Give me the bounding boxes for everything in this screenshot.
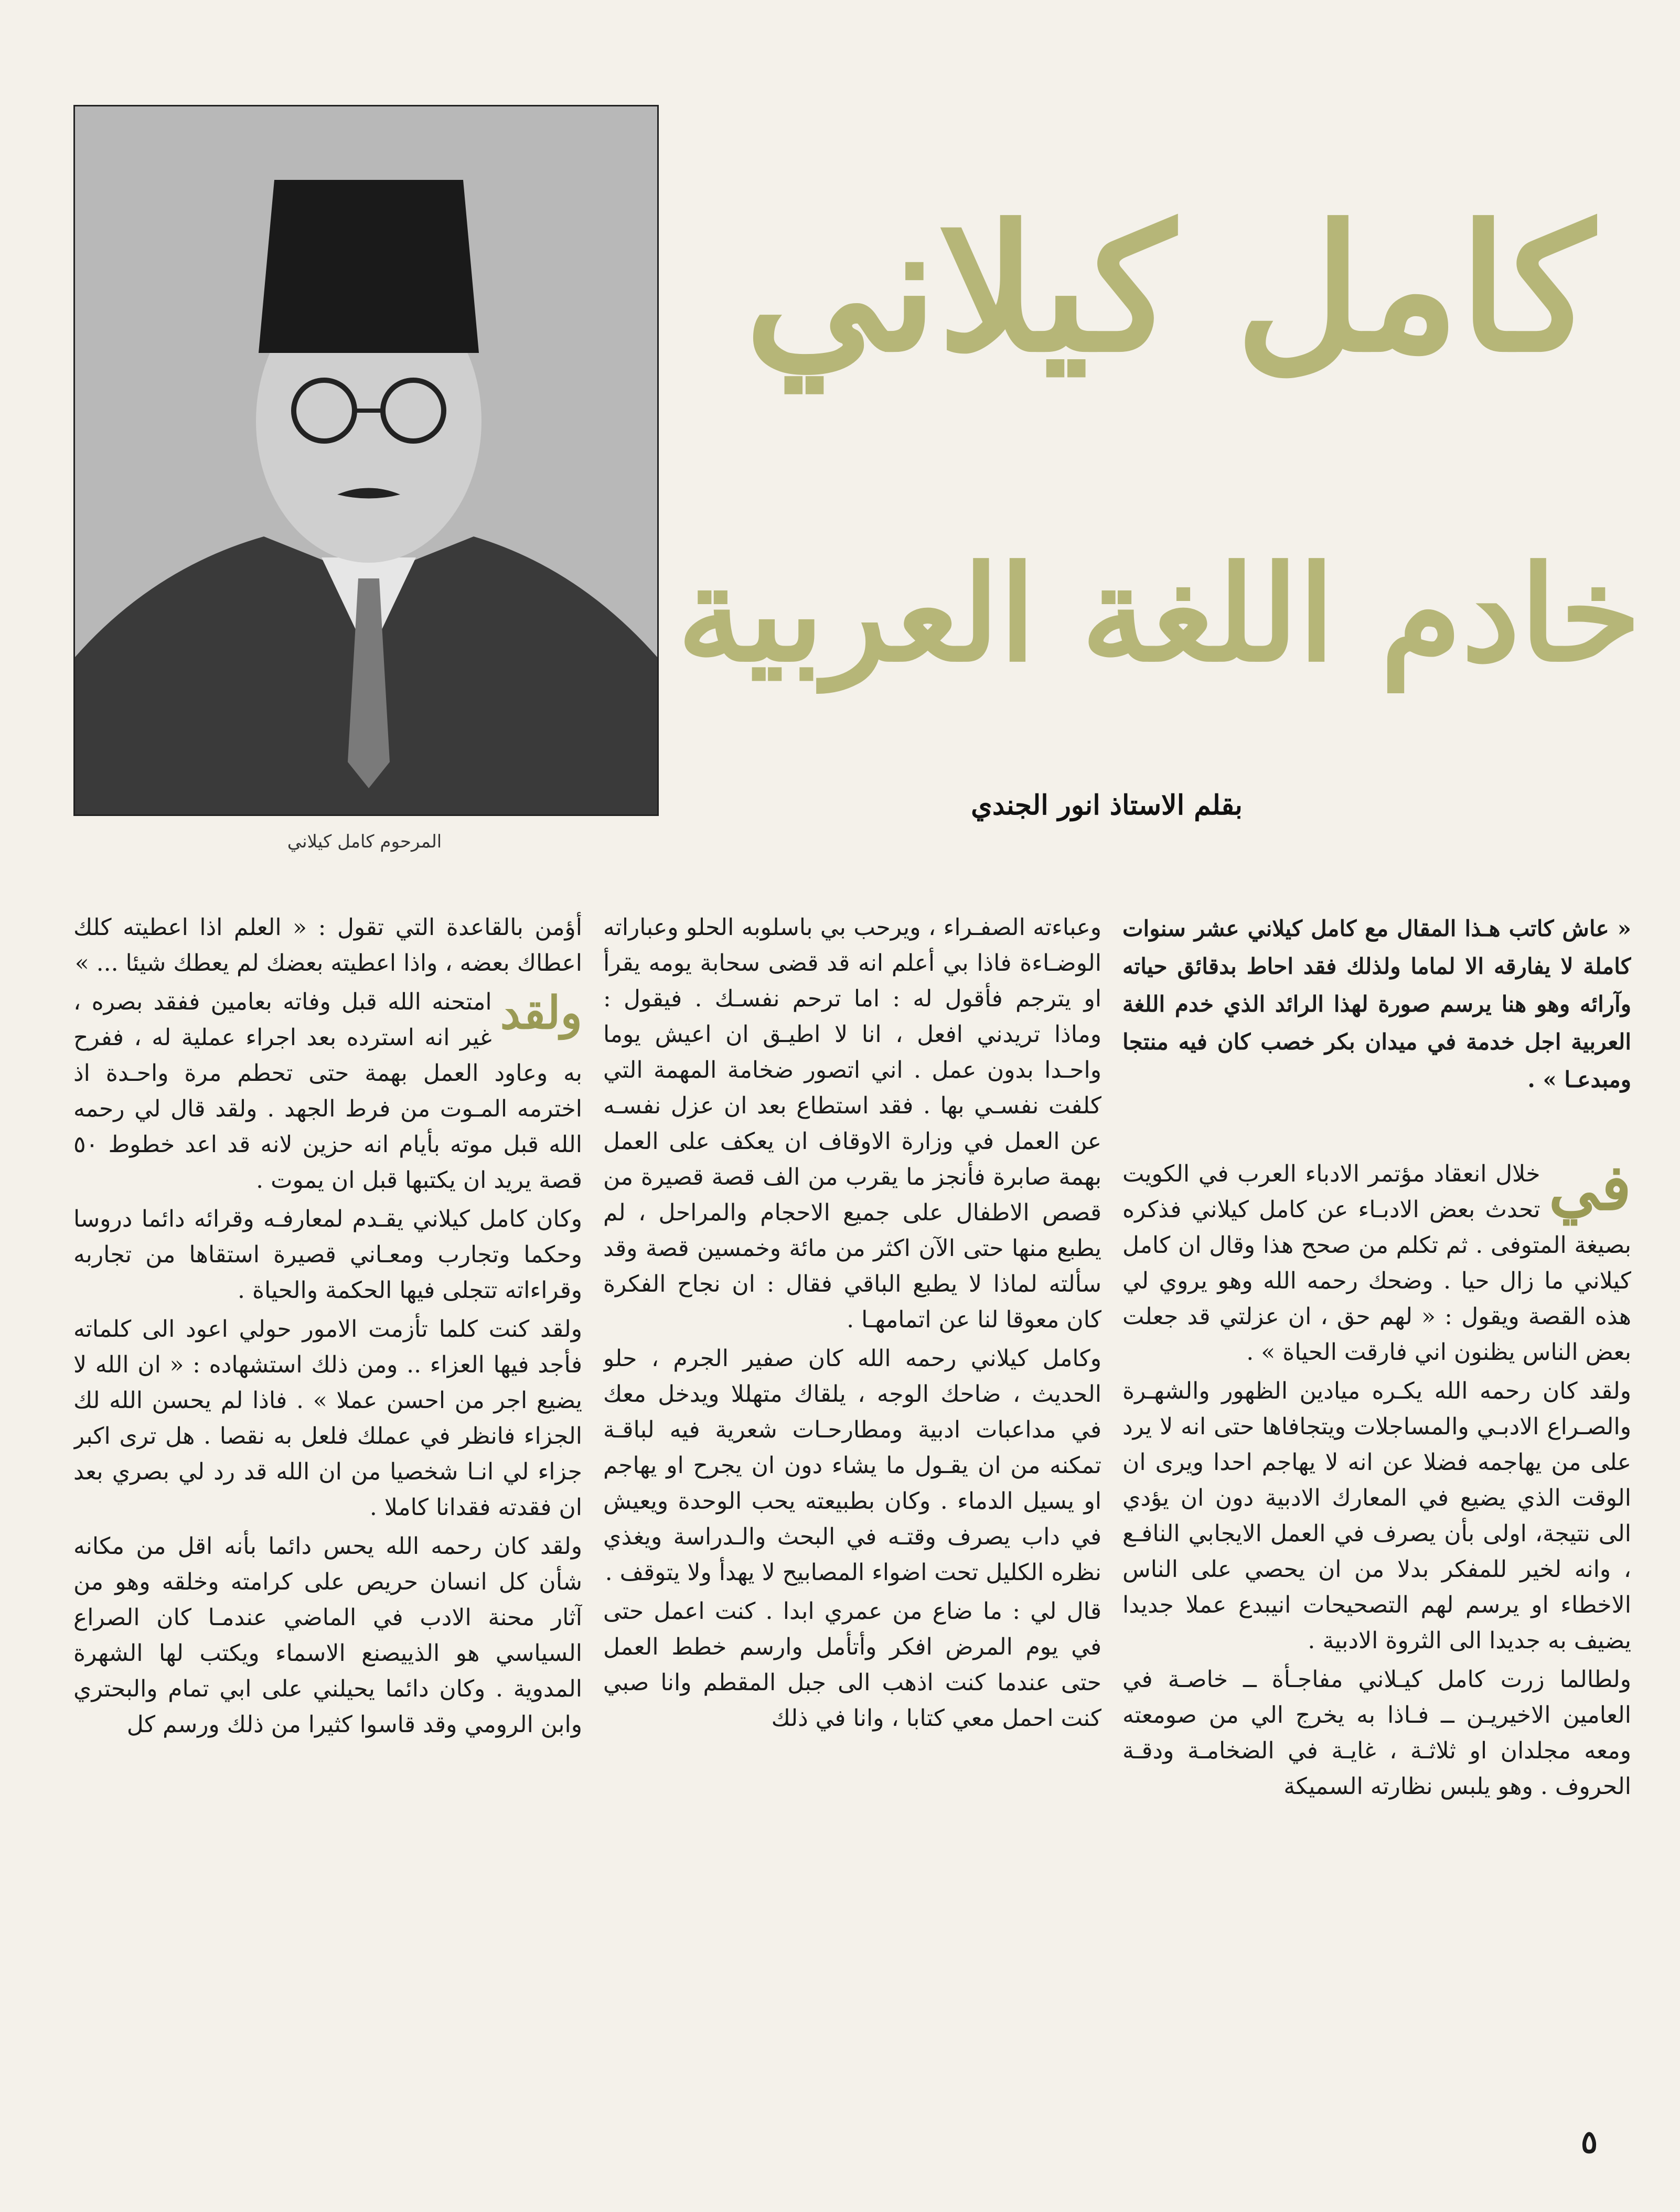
paragraph: امتحنه الله قبل وفاته بعامين ففقد بصره ، غير انه استرده بعد اجراء عملية له ، ففرح به وعاود العمل بهمة حتى تحطم مرة واحـدة اذ اخترمه المـوت من فرط الجهد . ولقد قال لي رحمه الله قبل موته بأيام انه حزين لانه قد اعد خطوط ٥٠ قصة يريد ان يكتبها قبل ان يموت . <box>73 989 582 1194</box>
drop-cap: في <box>1548 1151 1631 1225</box>
paragraph: ولقد كان رحمه الله يحس دائما بأنه اقل من مكانه شأن كل انسان حريص على كرامته وخلقه وهو من آثار محنة الادب في الماضي عندمـا كان الصراع السياسي هو الذييصنع الاسماء ويكتب لها الشهرة المدوية . وكان دائما يحيلني على ابي تمام والبحتري وابن الرومي وقد قاسوا كثيرا من ذلك ورسم كل <box>73 1533 582 1738</box>
paragraph: ولقد كان رحمه الله يكـره ميادين الظهور والشهـرة والصـراع الادبـي والمساجلات ويتجافاها حتى انه لا يرد على من يهاجمه فضلا عن انه لا يهاجم احدا ويرى ان الوقت الذي يضيع في المعارك الادبية دون ان يؤدي الى نتيجة، اولى بأن يصرف في العمل الايجابي النافـع ، وانه لخير للمفكر بدلا من ان يحصي على الناس الاخطاء او يرسم لهم التصحيحات انيبدع عملا جديدا يضيف به جديدا الى الثروة الادبية . <box>1122 1378 1631 1654</box>
paragraph: وكان كامل كيلاني يقـدم لمعارفـه وقرائه دائما دروسا وحكما وتجارب ومعـاني قصيرة استقاها من تجاربه وقراءاته تتجلى فيها الحكمة والحياة . <box>73 1206 582 1304</box>
drop-word: ولقد <box>500 986 582 1039</box>
intro-paragraph: « عاش كاتب هـذا المقال مع كامل كيلاني عشر سنوات كاملة لا يفارقه الا لماما ولذلك فقد احاط بدقائق حياته وآرائه وهو هنا يرسم صورة لهذا الرائد الذي خدم اللغة العربية اجل خدمة في ميدان بكر خصب كان فيه منتجا ومبدعـا » . <box>1122 916 1631 1092</box>
article-subtitle: خادم اللغة العربية <box>677 536 1641 691</box>
page-number: ٥ <box>1580 2124 1598 2161</box>
paragraph: ولقد كنت كلما تأزمت الامور حولي اعود الى كلماته فأجد فيها العزاء .. ومن ذلك استشهاده : « ان الله لا يضيع اجر من احسن عملا » . فاذا لم يحسن الله لك الجزاء فانظر في عملك فلعل به نقصا . هل ترى اكبر جزاء لي انـا شخصيا من ان الله قد رد لي بصري بعد ان فقدته فقدانا كاملا . <box>73 1316 582 1521</box>
photo-caption: المرحوم كامل كيلاني <box>287 831 442 852</box>
author-byline: بقلم الاستاذ انور الجندي <box>971 789 1243 821</box>
text-column-right <box>1122 910 1631 2095</box>
paragraph: وعباءته الصفـراء ، ويرحب بي باسلوبه الحلو وعباراته الوضـاءة فاذا بي أعلم انه قد قضى سحابة يومه يقرأ او يترجم فأقول له : اما ترحم نفسـك . فيقول : وماذا تريدني افعل ، انا لا اطيـق ان اعيش يوما واحـدا بدون عمل . اني اتصور ضخامة المهمة التي كلفت نفسـي بها . فقد استطاع بعد ان عزل نفسـه عن العمل في وزارة الاوقاف ان يعكف على العمل بهمة صابرة فأنجز ما يقرب من الف قصة قصيرة من قصص الاطفال على جميع الاحجام والمراحل ، لم يطبع منها حتى الآن اكثر من مائة وخمسين قصة وقد سألته لماذا لا يطبع الباقي فقال : ان نجاح الفكرة كان معوقا لنا عن اتمامهـا . <box>603 914 1101 1333</box>
paragraph: أؤمن بالقاعدة التي تقول : « العلم اذا اعطيته كلك اعطاك بعضه ، واذا اعطيته بعضك لم يعطك شيئا ... » <box>73 914 582 976</box>
text-column-left <box>73 910 582 2095</box>
portrait-icon <box>75 106 657 814</box>
paragraph: وكامل كيلاني رحمه الله كان صفير الجرم ، حلو الحديث ، ضاحك الوجه ، يلقاك متهللا ويدخل معك في مداعبات ادبية ومطارحـات شعرية فيه لباقـة تمكنه من ان يقـول ما يشاء دون ان يجرح او يهاجم او يسيل الدماء . وكان بطبيعته يحب الوحدة ويعيش في داب يصرف وقتـه في البحث والـدراسة ويغذي نظره الكليل تحت اضواء المصابيح لا يهدأ ولا يتوقف . <box>603 1345 1101 1586</box>
paragraph: خلال انعقاد مؤتمر الادباء العرب في الكويت تحدث بعض الادبـاء عن كامل كيلاني فذكره بصيغة المتوفى . ثم تكلم من صحح هذا وقال ان كامل كيلاني ما زال حيا . وضحك رحمه الله وهو يروي لي هذه القصة ويقول : « لهم حق ، ان عزلتي قد جعلت بعض الناس يظنون اني فارقت الحياة » . <box>1122 1161 1631 1366</box>
paragraph: قال لي : ما ضاع من عمري ابدا . كنت اعمل حتى في يوم المرض افكر وأتأمل وارسم خطط العمل حتى عندما كنت اذهب الى جبل المقطم وانا صبي كنت احمل معي كتابا ، وانا في ذلك <box>603 1598 1101 1732</box>
article-title: كامل كيلاني <box>745 187 1595 390</box>
paragraph: ولطالما زرت كامل كيـلاني مفاجـأة ــ خاصـة في العامين الاخيريـن ــ فـاذا به يخرج الي من صومعته ومعه مجلدان او ثلاثـة ، غايـة في الضخامـة ودقـة الحروف . وهو يلبس نظارته السميكة <box>1122 1666 1631 1800</box>
text-column-middle <box>603 910 1101 2095</box>
portrait-photo <box>73 105 659 816</box>
